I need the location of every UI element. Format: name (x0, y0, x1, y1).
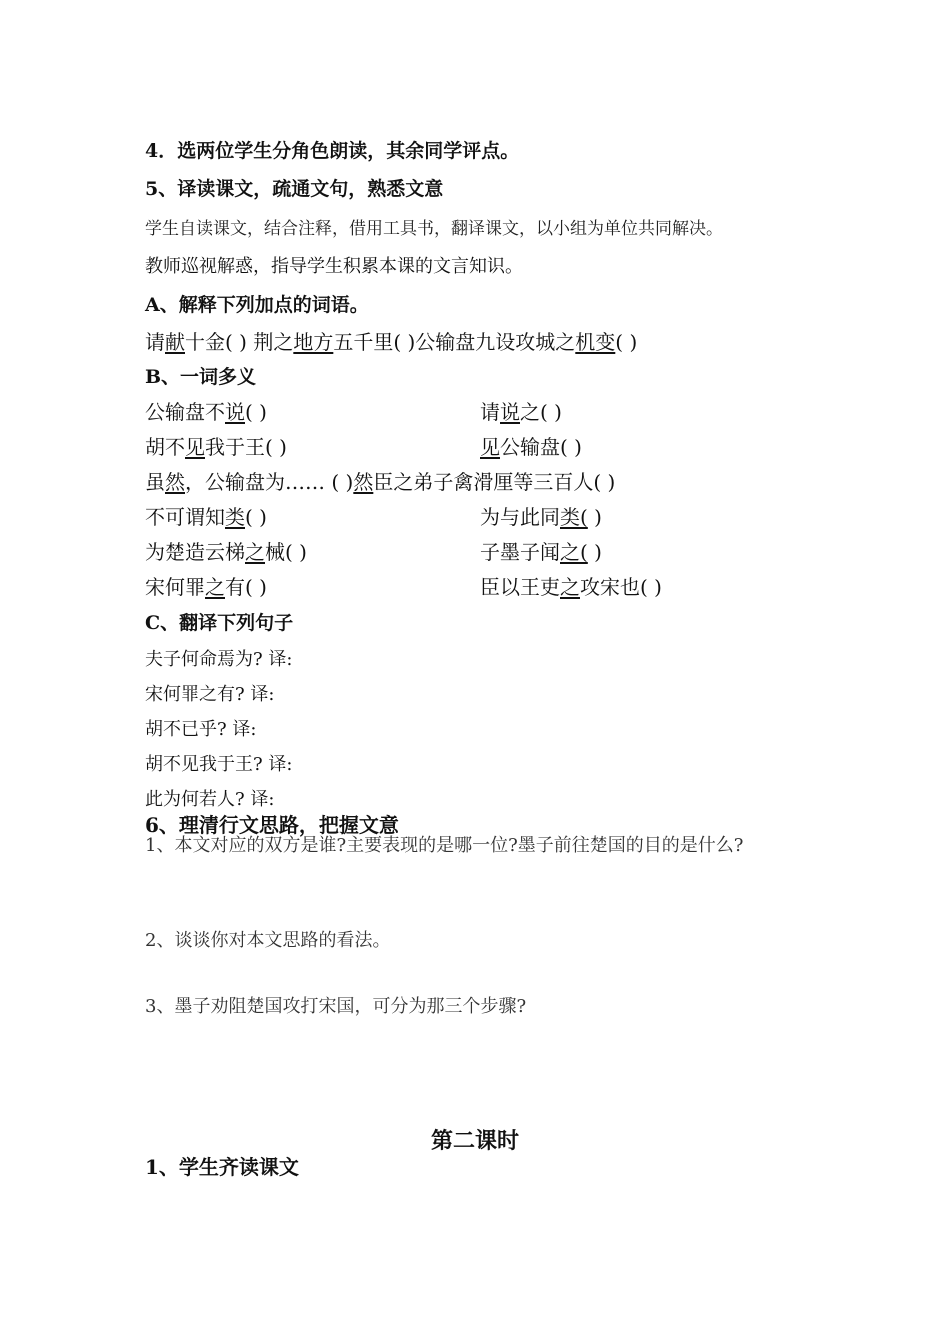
question-2: 2、谈谈你对本文思路的看法。 (145, 930, 391, 951)
text-fragment: ( ) (245, 400, 267, 424)
paragraph-self-study: 学生自读课文，结合注释，借用工具书，翻译课文，以小组为单位共同解决。 (145, 219, 723, 239)
text-fragment: ，公输盘为…… ( ) (185, 470, 354, 494)
text-fragment: 攻宋也( ) (580, 575, 662, 599)
polysemy-row (145, 571, 825, 600)
dotted-word: 献 (165, 330, 185, 354)
text-fragment: 为与此同 (480, 505, 560, 529)
text-fragment: 五千里( )公输盘九设攻城之 (333, 330, 576, 354)
text-fragment: ( ) (245, 505, 267, 529)
section-b-heading: B、一词多义 (145, 366, 257, 388)
polysemy-right (480, 536, 602, 565)
dotted-word: 说 (225, 400, 245, 424)
text-fragment: 十金( ) 荆之 (185, 330, 294, 354)
polysemy-row (145, 536, 825, 565)
dotted-word: 类( (560, 505, 588, 529)
dotted-word: 然 (353, 470, 374, 494)
polysemy-right (480, 571, 662, 600)
dotted-word: 之 (205, 575, 225, 599)
text-fragment: ) (587, 505, 602, 529)
text-fragment: 胡不 (145, 435, 185, 459)
section-a-heading: A、解释下列加点的词语。 (145, 294, 369, 316)
dotted-word: 地方 (293, 330, 334, 354)
lesson-2-item-1: 1、学生齐读课文 (145, 1155, 299, 1179)
text-fragment: 请 (480, 400, 500, 424)
dotted-word: 之( (560, 540, 588, 564)
item-4-heading: 4．选两位学生分角色朗读，其余同学评点。 (145, 140, 520, 162)
dotted-word: 之 (245, 540, 265, 564)
polysemy-row (145, 466, 825, 495)
dotted-word: 之 (560, 575, 580, 599)
text-fragment: ) (587, 540, 602, 564)
text-fragment: 我于王( ) (205, 435, 287, 459)
text-fragment: 请 (145, 330, 165, 354)
section-c-heading: C、翻译下列句子 (145, 612, 294, 634)
dotted-word: 说 (500, 400, 520, 424)
text-fragment: 子墨子闻 (480, 540, 560, 564)
translate-sentence: 此为何若人? 译: (145, 789, 275, 810)
translate-sentence: 胡不见我于王? 译: (145, 754, 293, 775)
dotted-word: 见 (480, 435, 500, 459)
translate-sentence: 胡不已乎? 译: (145, 719, 257, 740)
text-fragment: 公输盘不 (145, 400, 225, 424)
text-fragment: 臣之弟子禽滑厘等三百人( ) (373, 470, 616, 494)
dotted-word: 机变 (575, 330, 616, 354)
polysemy-right (480, 431, 582, 460)
text-fragment: 为楚造云梯 (145, 540, 245, 564)
text-fragment: 宋何罪 (145, 575, 205, 599)
dotted-word: 类 (225, 505, 245, 529)
paragraph-teacher-guide: 教师巡视解惑，指导学生积累本课的文言知识。 (145, 256, 523, 277)
polysemy-right (480, 501, 602, 530)
dotted-word: 然 (165, 470, 185, 494)
question-3: 3、墨子劝阻楚国攻打宋国，可分为那三个步骤? (145, 996, 527, 1017)
text-fragment: ( ) (615, 330, 638, 354)
polysemy-right (480, 396, 562, 425)
text-fragment: 之( ) (520, 400, 562, 424)
question-1: 1、本文对应的双方是谁?主要表现的是哪一位?墨子前往楚国的目的是什么? (145, 835, 744, 856)
text-fragment: 虽 (145, 470, 165, 494)
polysemy-row (145, 396, 825, 425)
dotted-word: 见 (185, 435, 205, 459)
text-fragment: 械( ) (265, 540, 307, 564)
polysemy-row (145, 501, 825, 530)
text-fragment: 不可谓知 (145, 505, 225, 529)
section-6-heading: 6、理清行文思路，把握文意 (145, 813, 399, 837)
text-fragment: 有( ) (225, 575, 267, 599)
section-a-line (145, 326, 637, 355)
text-fragment: 臣以王吏 (480, 575, 560, 599)
item-5-heading: 5、译读课文，疏通文句，熟悉文意 (145, 178, 444, 200)
polysemy-row (145, 431, 825, 460)
text-fragment: 公输盘( ) (500, 435, 582, 459)
translate-sentence: 夫子何命焉为? 译: (145, 649, 293, 670)
lesson-2-title: 第二课时 (430, 1128, 519, 1154)
translate-sentence: 宋何罪之有? 译: (145, 684, 275, 705)
